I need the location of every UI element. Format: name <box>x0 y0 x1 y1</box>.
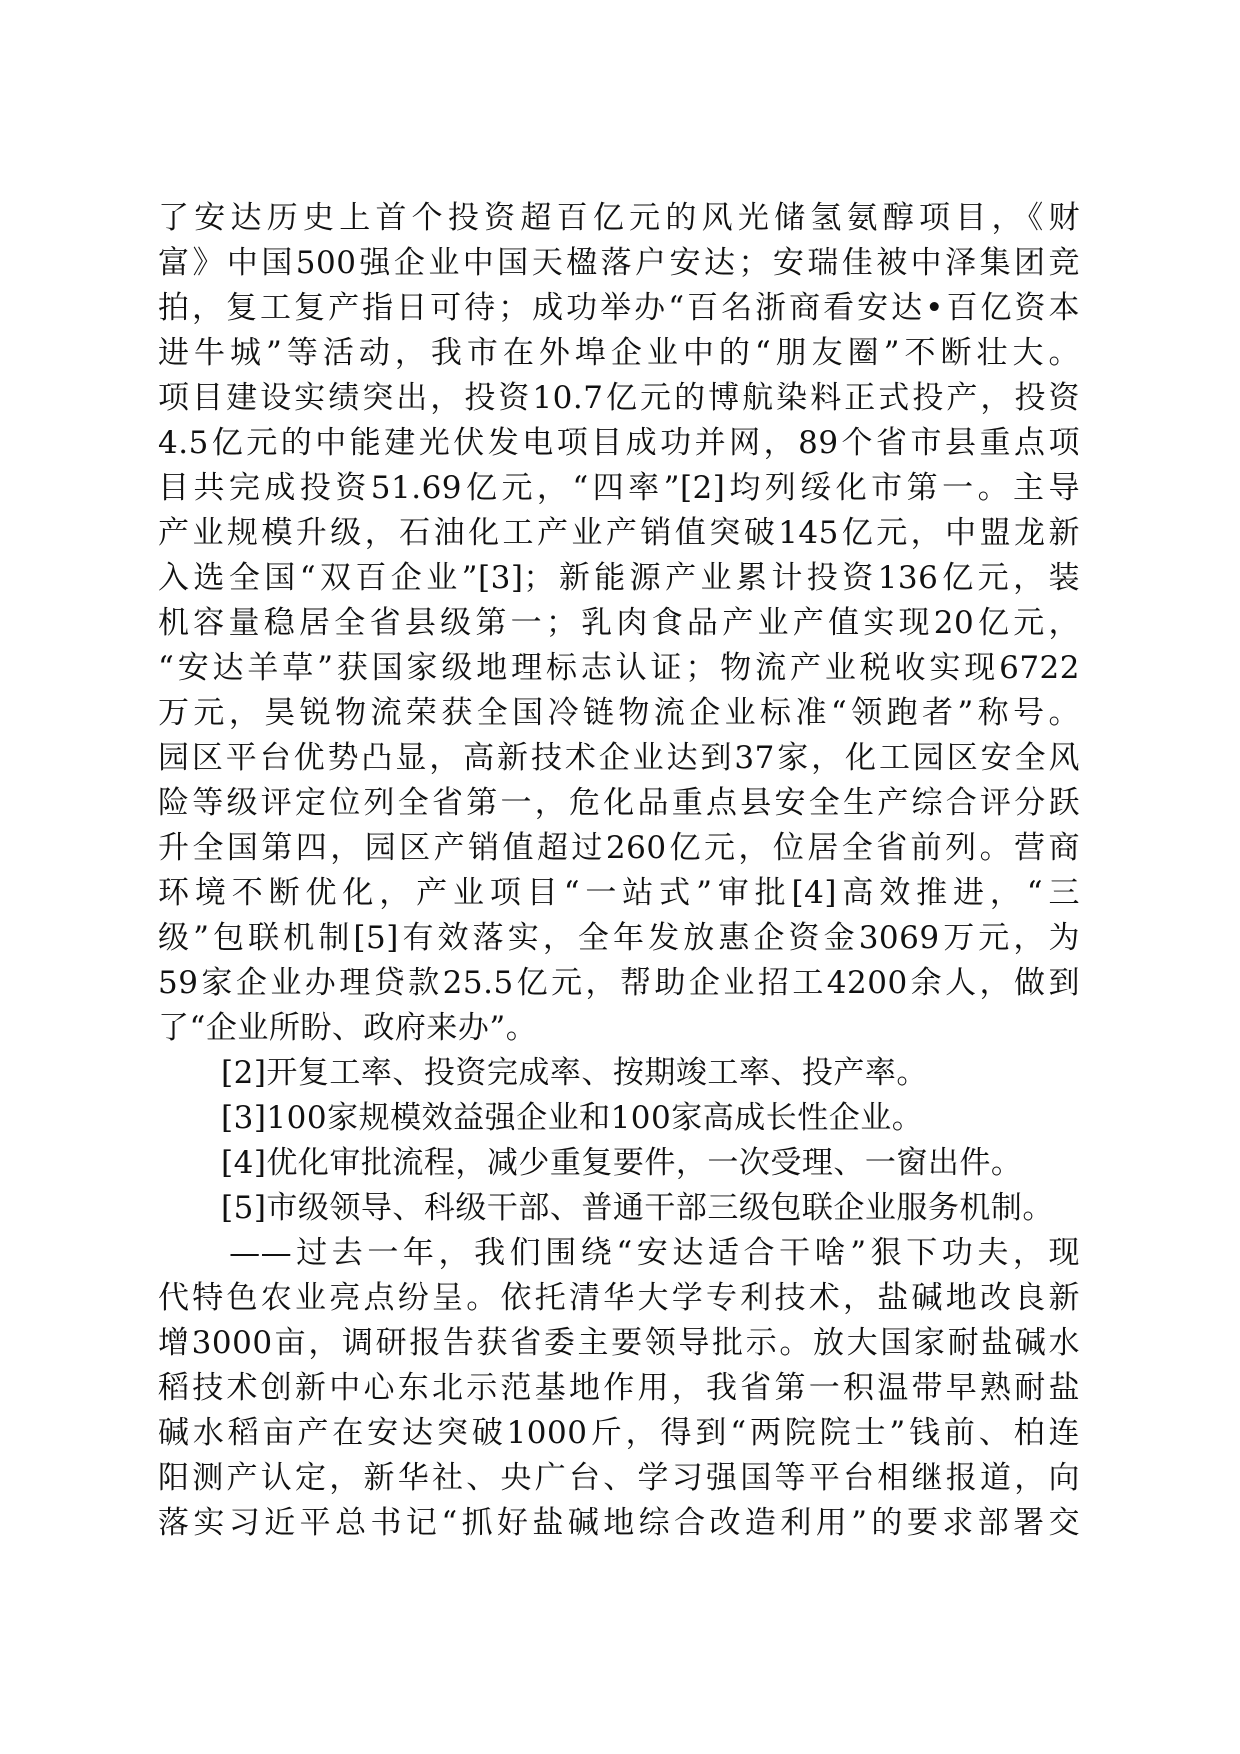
text-line: 代特色农业亮点纷呈。依托清华大学专利技术，盐碱地改良新 <box>158 1280 1080 1316</box>
footnote-5: [5]市级领导、科级干部、普通干部三级包联企业服务机制。 <box>221 1190 1054 1226</box>
text-line: 万元，昊锐物流荣获全国冷链物流企业标准“领跑者”称号。 <box>158 695 1080 731</box>
text-line: 拍，复工复产指日可待；成功举办“百名浙商看安达•百亿资本 <box>158 290 1080 326</box>
text-line: 园区平台优势凸显，高新技术企业达到37家，化工园区安全风 <box>158 740 1080 776</box>
text-line: 产业规模升级，石油化工产业产销值突破145亿元，中盟龙新 <box>158 515 1080 551</box>
text-line: 了安达历史上首个投资超百亿元的风光储氢氨醇项目，《财 <box>158 200 1080 236</box>
text-line: ——过去一年，我们围绕“安达适合干啥”狠下功夫，现 <box>158 1235 1080 1271</box>
body-paragraph-agriculture <box>158 1231 1080 1546</box>
text-line: 4.5亿元的中能建光伏发电项目成功并网，89个省市县重点项 <box>158 425 1080 461</box>
text-line: 59家企业办理贷款25.5亿元，帮助企业招工4200余人，做到 <box>158 965 1080 1001</box>
body-paragraph <box>158 196 1080 1051</box>
footnote-4: [4]优化审批流程，减少重复要件，一次受理、一窗出件。 <box>221 1145 1023 1181</box>
text-line: 进牛城”等活动，我市在外埠企业中的“朋友圈”不断壮大。 <box>158 335 1080 371</box>
footnote-2: [2]开复工率、投资完成率、按期竣工率、投产率。 <box>221 1055 928 1091</box>
text-line: 稻技术创新中心东北示范基地作用，我省第一积温带早熟耐盐 <box>158 1370 1080 1406</box>
text-line: 了“企业所盼、政府来办”。 <box>158 1010 538 1046</box>
text-line: 险等级评定位列全省第一，危化品重点县安全生产综合评分跃 <box>158 785 1080 821</box>
footnotes <box>158 1051 1080 1231</box>
footnote-3: [3]100家规模效益强企业和100家高成长性企业。 <box>221 1100 924 1136</box>
text-line: “安达羊草”获国家级地理标志认证；物流产业税收实现6722 <box>158 650 1080 686</box>
text-line: 机容量稳居全省县级第一；乳肉食品产业产值实现20亿元， <box>158 605 1080 641</box>
text-line: 碱水稻亩产在安达突破1000斤，得到“两院院士”钱前、柏连 <box>158 1415 1080 1451</box>
text-line: 阳测产认定，新华社、央广台、学习强国等平台相继报道，向 <box>158 1460 1080 1496</box>
text-line: 增3000亩，调研报告获省委主要领导批示。放大国家耐盐碱水 <box>158 1325 1080 1361</box>
text-line: 落实习近平总书记“抓好盐碱地综合改造利用”的要求部署交 <box>158 1505 1080 1541</box>
text-line: 升全国第四，园区产销值超过260亿元，位居全省前列。营商 <box>158 830 1080 866</box>
text-line: 级”包联机制[5]有效落实，全年发放惠企资金3069万元，为 <box>158 920 1080 956</box>
text-line: 入选全国“双百企业”[3]；新能源产业累计投资136亿元，装 <box>158 560 1080 596</box>
text-line: 富》中国500强企业中国天楹落户安达；安瑞佳被中泽集团竞 <box>158 245 1080 281</box>
document-page <box>158 196 1080 1546</box>
text-line: 项目建设实绩突出，投资10.7亿元的博航染料正式投产，投资 <box>158 380 1080 416</box>
text-line: 环境不断优化，产业项目“一站式”审批[4]高效推进，“三 <box>158 875 1080 911</box>
text-line: 目共完成投资51.69亿元，“四率”[2]均列绥化市第一。主导 <box>158 470 1080 506</box>
